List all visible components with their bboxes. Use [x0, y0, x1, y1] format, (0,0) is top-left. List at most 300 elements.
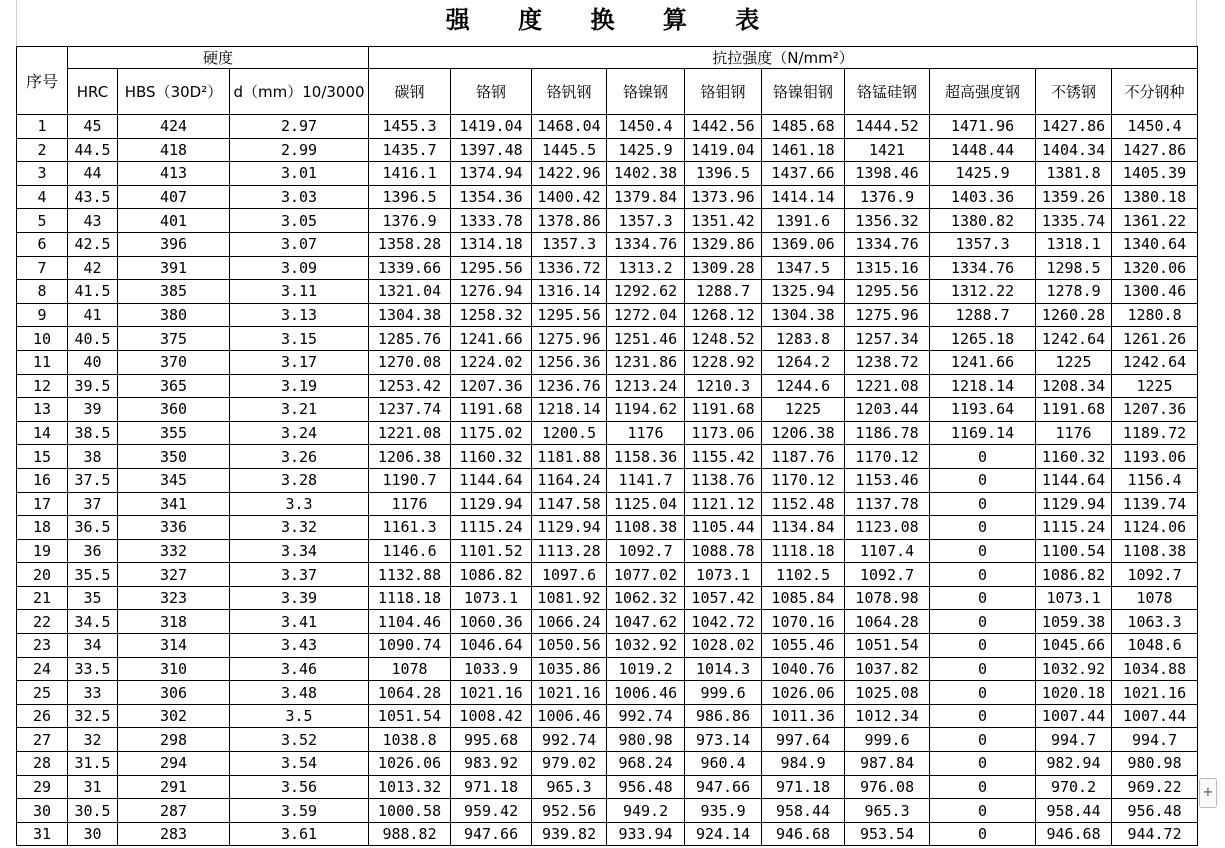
table-cell: 1278.9	[1036, 280, 1112, 304]
table-cell: 1225	[1112, 374, 1198, 398]
table-cell: 1032.92	[607, 634, 685, 658]
table-cell: 1050.56	[532, 634, 607, 658]
table-cell: 976.08	[845, 775, 930, 799]
strength-col-header: 铬锰硅钢	[845, 69, 930, 115]
table-cell: 965.3	[845, 799, 930, 823]
table-cell: 34	[68, 634, 118, 658]
table-cell: 360	[118, 398, 230, 422]
strength-group-header: 抗拉强度（N/mm²）	[369, 47, 1198, 69]
table-cell: 37	[68, 492, 118, 516]
table-cell: 0	[930, 704, 1036, 728]
table-cell: 42	[68, 256, 118, 280]
table-cell: 959.42	[451, 799, 532, 823]
table-cell: 3.48	[230, 681, 369, 705]
table-cell: 1	[17, 115, 68, 139]
table-row	[17, 445, 1198, 469]
table-cell: 924.14	[685, 822, 762, 846]
table-cell: 1090.74	[369, 634, 451, 658]
serial-header: 序号	[17, 47, 68, 115]
table-cell: 1231.86	[607, 350, 685, 374]
table-cell: 1042.72	[685, 610, 762, 634]
table-cell: 1251.46	[607, 327, 685, 351]
table-cell: 1101.52	[451, 539, 532, 563]
table-cell: 1404.34	[1036, 138, 1112, 162]
table-cell: 2	[17, 138, 68, 162]
table-cell: 1244.6	[762, 374, 845, 398]
table-cell: 1276.94	[451, 280, 532, 304]
table-cell: 999.6	[845, 728, 930, 752]
table-cell: 1300.46	[1112, 280, 1198, 304]
table-cell: 1020.18	[1036, 681, 1112, 705]
table-cell: 3.11	[230, 280, 369, 304]
table-cell: 30.5	[68, 799, 118, 823]
table-cell: 1092.7	[1112, 563, 1198, 587]
table-cell: 1400.42	[532, 185, 607, 209]
strength-col-header: 不锈钢	[1036, 69, 1112, 115]
table-cell: 1144.64	[451, 468, 532, 492]
table-cell: 971.18	[451, 775, 532, 799]
column-header-row	[17, 69, 1198, 115]
table-cell: 12	[17, 374, 68, 398]
table-cell: 1405.39	[1112, 162, 1198, 186]
table-cell: 1118.18	[762, 539, 845, 563]
table-cell: 1258.32	[451, 303, 532, 327]
table-cell: 1256.36	[532, 350, 607, 374]
table-cell: 1402.38	[607, 162, 685, 186]
table-cell: 1132.88	[369, 563, 451, 587]
table-cell: 1272.04	[607, 303, 685, 327]
table-cell: 31	[68, 775, 118, 799]
table-cell: 4	[17, 185, 68, 209]
table-cell: 1448.44	[930, 138, 1036, 162]
table-cell: 1173.06	[685, 421, 762, 445]
table-cell: 3.24	[230, 421, 369, 445]
strength-col-header: 超高强度钢	[930, 69, 1036, 115]
table-cell: 1380.82	[930, 209, 1036, 233]
table-cell: 1416.1	[369, 162, 451, 186]
table-cell: 1236.76	[532, 374, 607, 398]
table-cell: 1206.38	[762, 421, 845, 445]
table-row	[17, 775, 1198, 799]
table-cell: 1046.64	[451, 634, 532, 658]
table-cell: 0	[930, 563, 1036, 587]
table-cell: 1175.02	[451, 421, 532, 445]
table-cell: 1021.16	[1112, 681, 1198, 705]
table-cell: 28	[17, 752, 68, 776]
table-body	[17, 115, 1198, 846]
table-cell: 0	[930, 822, 1036, 846]
table-cell: 939.82	[532, 822, 607, 846]
table-cell: 21	[17, 586, 68, 610]
table-cell: 3.37	[230, 563, 369, 587]
table-cell: 16	[17, 468, 68, 492]
table-row	[17, 634, 1198, 658]
table-cell: 291	[118, 775, 230, 799]
table-cell: 986.86	[685, 704, 762, 728]
table-cell: 1224.02	[451, 350, 532, 374]
table-cell: 1033.9	[451, 657, 532, 681]
sheet-border-right	[1196, 0, 1197, 46]
table-cell: 1334.76	[845, 232, 930, 256]
table-cell: 933.94	[607, 822, 685, 846]
table-cell: 3.19	[230, 374, 369, 398]
table-cell: 1190.7	[369, 468, 451, 492]
table-row	[17, 468, 1198, 492]
table-cell: 29	[17, 775, 68, 799]
table-cell: 23	[17, 634, 68, 658]
table-row	[17, 563, 1198, 587]
table-cell: 1335.74	[1036, 209, 1112, 233]
table-cell: 995.68	[451, 728, 532, 752]
table-cell: 1314.18	[451, 232, 532, 256]
table-cell: 318	[118, 610, 230, 634]
table-cell: 1207.36	[1112, 398, 1198, 422]
table-cell: 1164.24	[532, 468, 607, 492]
table-cell: 336	[118, 516, 230, 540]
table-cell: 992.74	[607, 704, 685, 728]
table-cell: 1419.04	[451, 115, 532, 139]
table-cell: 1442.56	[685, 115, 762, 139]
table-cell: 0	[930, 775, 1036, 799]
table-cell: 1358.28	[369, 232, 451, 256]
table-cell: 1170.12	[762, 468, 845, 492]
table-cell: 1325.94	[762, 280, 845, 304]
table-cell: 3	[17, 162, 68, 186]
table-cell: 965.3	[532, 775, 607, 799]
table-cell: 1361.22	[1112, 209, 1198, 233]
table-cell: 0	[930, 752, 1036, 776]
table-cell: 332	[118, 539, 230, 563]
table-cell: 946.68	[1036, 822, 1112, 846]
table-cell: 6	[17, 232, 68, 256]
table-cell: 1070.16	[762, 610, 845, 634]
table-row	[17, 185, 1198, 209]
table-cell: 407	[118, 185, 230, 209]
table-cell: 994.7	[1036, 728, 1112, 752]
table-cell: 1181.88	[532, 445, 607, 469]
table-cell: 40	[68, 350, 118, 374]
table-cell: 1213.24	[607, 374, 685, 398]
table-cell: 1006.46	[532, 704, 607, 728]
table-cell: 3.59	[230, 799, 369, 823]
table-cell: 1021.16	[532, 681, 607, 705]
table-cell: 5	[17, 209, 68, 233]
table-cell: 3.3	[230, 492, 369, 516]
table-cell: 1019.2	[607, 657, 685, 681]
table-cell: 0	[930, 610, 1036, 634]
table-cell: 1051.54	[369, 704, 451, 728]
table-cell: 11	[17, 350, 68, 374]
table-cell: 1138.76	[685, 468, 762, 492]
strength-col-header: 铬钢	[451, 69, 532, 115]
table-cell: 987.84	[845, 752, 930, 776]
table-cell: 1378.86	[532, 209, 607, 233]
table-cell: 1129.94	[1036, 492, 1112, 516]
table-cell: 1021.16	[451, 681, 532, 705]
table-cell: 947.66	[451, 822, 532, 846]
table-cell: 1351.42	[685, 209, 762, 233]
table-cell: 1318.1	[1036, 232, 1112, 256]
table-cell: 1186.78	[845, 421, 930, 445]
table-cell: 1357.3	[532, 232, 607, 256]
table-cell: 30	[68, 822, 118, 846]
table-cell: 1139.74	[1112, 492, 1198, 516]
table-cell: 1397.48	[451, 138, 532, 162]
table-cell: 3.21	[230, 398, 369, 422]
table-cell: 1115.24	[1036, 516, 1112, 540]
table-cell: 1427.86	[1036, 115, 1112, 139]
table-row	[17, 657, 1198, 681]
hardness-col-header: HRC	[68, 69, 118, 115]
table-cell: 1194.62	[607, 398, 685, 422]
table-cell: 3.17	[230, 350, 369, 374]
table-cell: 1086.82	[451, 563, 532, 587]
table-cell: 345	[118, 468, 230, 492]
table-cell: 1268.12	[685, 303, 762, 327]
table-cell: 1092.7	[607, 539, 685, 563]
table-cell: 41	[68, 303, 118, 327]
table-cell: 1187.76	[762, 445, 845, 469]
table-cell: 1108.38	[1112, 539, 1198, 563]
table-cell: 1007.44	[1036, 704, 1112, 728]
table-cell: 3.52	[230, 728, 369, 752]
table-cell: 7	[17, 256, 68, 280]
table-cell: 1309.28	[685, 256, 762, 280]
table-cell: 1304.38	[762, 303, 845, 327]
table-cell: 1176	[369, 492, 451, 516]
table-cell: 1144.64	[1036, 468, 1112, 492]
table-row	[17, 327, 1198, 351]
table-cell: 17	[17, 492, 68, 516]
table-cell: 35	[68, 586, 118, 610]
table-cell: 1334.76	[607, 232, 685, 256]
table-cell: 36	[68, 539, 118, 563]
table-cell: 1315.16	[845, 256, 930, 280]
table-cell: 1014.3	[685, 657, 762, 681]
table-cell: 980.98	[607, 728, 685, 752]
table-cell: 952.56	[532, 799, 607, 823]
table-cell: 3.03	[230, 185, 369, 209]
table-cell: 997.64	[762, 728, 845, 752]
table-cell: 3.05	[230, 209, 369, 233]
table-cell: 1078	[1112, 586, 1198, 610]
table-cell: 1336.72	[532, 256, 607, 280]
table-cell: 983.92	[451, 752, 532, 776]
table-cell: 1059.38	[1036, 610, 1112, 634]
table-cell: 1381.8	[1036, 162, 1112, 186]
table-cell: 1340.64	[1112, 232, 1198, 256]
table-cell: 1078.98	[845, 586, 930, 610]
table-cell: 1189.72	[1112, 421, 1198, 445]
table-cell: 424	[118, 115, 230, 139]
table-row	[17, 280, 1198, 304]
table-cell: 1422.96	[532, 162, 607, 186]
table-cell: 370	[118, 350, 230, 374]
table-cell: 42.5	[68, 232, 118, 256]
table-cell: 1040.76	[762, 657, 845, 681]
expand-sheet-button[interactable]: +	[1199, 778, 1217, 808]
table-cell: 944.72	[1112, 822, 1198, 846]
table-cell: 380	[118, 303, 230, 327]
table-row	[17, 539, 1198, 563]
table-cell: 1414.14	[762, 185, 845, 209]
table-cell: 1028.02	[685, 634, 762, 658]
table-cell: 1450.4	[607, 115, 685, 139]
table-cell: 2.99	[230, 138, 369, 162]
table-cell: 1329.86	[685, 232, 762, 256]
table-cell: 0	[930, 539, 1036, 563]
table-cell: 1026.06	[762, 681, 845, 705]
table-cell: 1248.52	[685, 327, 762, 351]
table-cell: 1320.06	[1112, 256, 1198, 280]
table-cell: 1129.94	[451, 492, 532, 516]
table-cell: 994.7	[1112, 728, 1198, 752]
table-cell: 958.44	[1036, 799, 1112, 823]
table-cell: 302	[118, 704, 230, 728]
table-cell: 1265.18	[930, 327, 1036, 351]
table-cell: 45	[68, 115, 118, 139]
table-cell: 1445.5	[532, 138, 607, 162]
table-cell: 43	[68, 209, 118, 233]
table-cell: 13	[17, 398, 68, 422]
table-cell: 0	[930, 657, 1036, 681]
table-cell: 0	[930, 468, 1036, 492]
table-cell: 1242.64	[1112, 350, 1198, 374]
table-cell: 1374.94	[451, 162, 532, 186]
table-cell: 1280.8	[1112, 303, 1198, 327]
table-cell: 1048.6	[1112, 634, 1198, 658]
table-cell: 1115.24	[451, 516, 532, 540]
table-cell: 0	[930, 634, 1036, 658]
table-cell: 1275.96	[845, 303, 930, 327]
table-cell: 34.5	[68, 610, 118, 634]
table-cell: 1064.28	[369, 681, 451, 705]
table-cell: 1225	[762, 398, 845, 422]
table-cell: 968.24	[607, 752, 685, 776]
table-cell: 1357.3	[607, 209, 685, 233]
table-cell: 44.5	[68, 138, 118, 162]
table-cell: 1066.24	[532, 610, 607, 634]
table-cell: 1203.44	[845, 398, 930, 422]
table-cell: 1396.5	[369, 185, 451, 209]
table-cell: 1369.06	[762, 232, 845, 256]
table-cell: 1124.06	[1112, 516, 1198, 540]
table-cell: 1011.36	[762, 704, 845, 728]
table-cell: 1102.5	[762, 563, 845, 587]
table-cell: 1288.7	[685, 280, 762, 304]
table-cell: 306	[118, 681, 230, 705]
table-row	[17, 799, 1198, 823]
table-cell: 1253.42	[369, 374, 451, 398]
table-cell: 1191.68	[451, 398, 532, 422]
table-cell: 1200.5	[532, 421, 607, 445]
table-cell: 3.5	[230, 704, 369, 728]
table-cell: 1063.3	[1112, 610, 1198, 634]
table-cell: 949.2	[607, 799, 685, 823]
table-cell: 413	[118, 162, 230, 186]
table-cell: 401	[118, 209, 230, 233]
table-cell: 0	[930, 492, 1036, 516]
table-cell: 1169.14	[930, 421, 1036, 445]
table-cell: 956.48	[1112, 799, 1198, 823]
table-cell: 1333.78	[451, 209, 532, 233]
table-cell: 1238.72	[845, 350, 930, 374]
table-row	[17, 398, 1198, 422]
table-cell: 1376.9	[369, 209, 451, 233]
table-cell: 1275.96	[532, 327, 607, 351]
table-cell: 3.61	[230, 822, 369, 846]
table-cell: 1321.04	[369, 280, 451, 304]
table-row	[17, 728, 1198, 752]
table-cell: 20	[17, 563, 68, 587]
table-cell: 3.39	[230, 586, 369, 610]
table-cell: 1104.46	[369, 610, 451, 634]
page-title: 强 度 换 算 表	[445, 5, 780, 34]
table-cell: 1316.14	[532, 280, 607, 304]
table-cell: 1295.56	[532, 303, 607, 327]
table-cell: 1121.12	[685, 492, 762, 516]
table-cell: 1057.42	[685, 586, 762, 610]
table-cell: 1207.36	[451, 374, 532, 398]
table-cell: 1078	[369, 657, 451, 681]
table-cell: 1208.34	[1036, 374, 1112, 398]
table-row	[17, 209, 1198, 233]
table-cell: 30	[17, 799, 68, 823]
table-cell: 314	[118, 634, 230, 658]
table-cell: 1156.4	[1112, 468, 1198, 492]
table-cell: 298	[118, 728, 230, 752]
table-cell: 385	[118, 280, 230, 304]
table-cell: 3.34	[230, 539, 369, 563]
strength-conversion-table	[16, 46, 1198, 846]
table-cell: 1356.32	[845, 209, 930, 233]
table-row	[17, 162, 1198, 186]
table-cell: 1105.44	[685, 516, 762, 540]
table-cell: 1221.08	[845, 374, 930, 398]
table-cell: 1161.3	[369, 516, 451, 540]
table-cell: 43.5	[68, 185, 118, 209]
table-cell: 3.26	[230, 445, 369, 469]
table-cell: 1081.92	[532, 586, 607, 610]
table-cell: 1134.84	[762, 516, 845, 540]
table-cell: 1025.08	[845, 681, 930, 705]
table-cell: 44	[68, 162, 118, 186]
table-cell: 999.6	[685, 681, 762, 705]
table-cell: 956.48	[607, 775, 685, 799]
table-cell: 973.14	[685, 728, 762, 752]
strength-col-header: 铬钒钢	[532, 69, 607, 115]
table-cell: 1471.96	[930, 115, 1036, 139]
table-cell: 1359.26	[1036, 185, 1112, 209]
strength-col-header: 不分钢种	[1112, 69, 1198, 115]
table-cell: 1283.8	[762, 327, 845, 351]
table-cell: 1064.28	[845, 610, 930, 634]
table-cell: 1113.28	[532, 539, 607, 563]
table-row	[17, 421, 1198, 445]
table-cell: 1450.4	[1112, 115, 1198, 139]
table-cell: 1260.28	[1036, 303, 1112, 327]
table-cell: 1000.58	[369, 799, 451, 823]
table-row	[17, 822, 1198, 846]
table-cell: 2.97	[230, 115, 369, 139]
table-cell: 1376.9	[845, 185, 930, 209]
table-cell: 1045.66	[1036, 634, 1112, 658]
table-cell: 3.43	[230, 634, 369, 658]
table-cell: 960.4	[685, 752, 762, 776]
table-cell: 26	[17, 704, 68, 728]
table-cell: 8	[17, 280, 68, 304]
table-row	[17, 303, 1198, 327]
